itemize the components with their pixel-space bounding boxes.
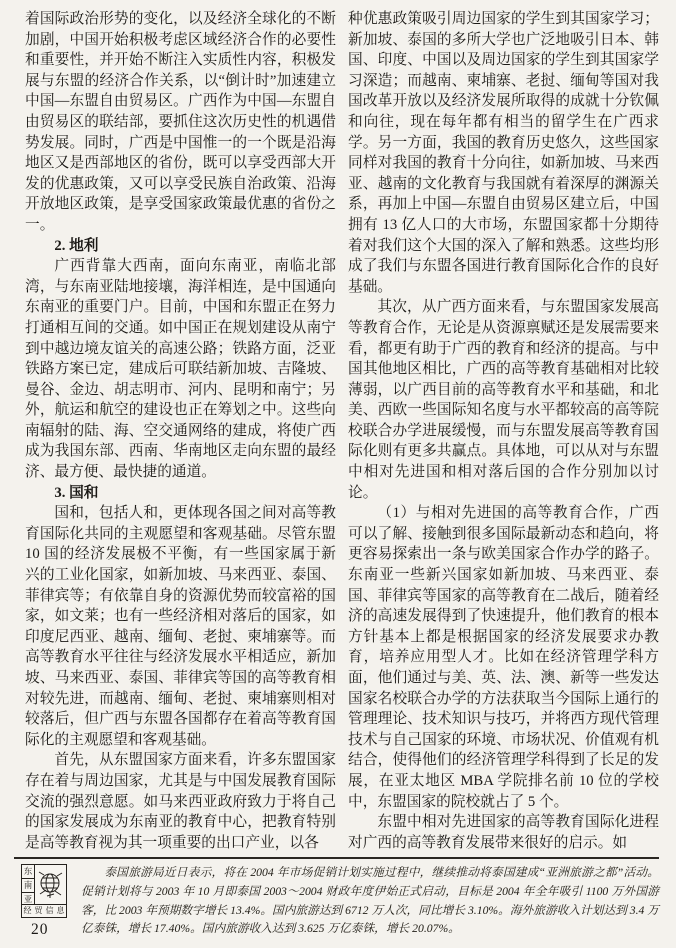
- stamp-char: 经: [23, 906, 32, 915]
- stamp-char: 信: [45, 906, 54, 915]
- page-footer: [14, 857, 659, 939]
- stamp-char: 南: [22, 879, 34, 893]
- paragraph: 东盟中相对先进国家的高等教育国际化进程对广西的高等教育发展带来很好的启示。如: [348, 814, 659, 851]
- stamp-bottom-title: [22, 904, 66, 917]
- left-column: [25, 9, 336, 852]
- right-column: [348, 9, 659, 852]
- paragraph: 广西背靠大西南，面向东南亚，南临北部湾，与东南亚陆地接壤，海洋相连，是中国通向东南亚的重要门户。目前，中国和东盟正在努力打通相互间的交通。如中国正在规划建设从南宁到中越边境友谊关的高速公路；铁路方面，泛亚铁路方案已定，建成后可联结新加坡、吉隆坡、曼谷、金边、胡志明市、河内、昆明和南宁；另外，航运和航空的建设也正在筹划之中。这些向南辐射的陆、海、空交通网络的建成，将使广西成为我国东部、西南、华南地区走向东盟的最经济、最方便、最快捷的通道。: [25, 258, 336, 481]
- stamp-vertical-title: [22, 865, 35, 904]
- section-heading-guohe: 3. 国和: [54, 484, 99, 501]
- paragraph-continuation: 种优惠政策吸引周边国家的学生到其国家学习；新加坡、泰国的多所大学也广泛地吸引日本、韩国、印度、中国以及周边国家的学生到其国家学习深造；而越南、柬埔寨、老挝、缅甸等国对我国改革开放以及经济发展所取得的成就十分钦佩和向往，现在每年都有相当的留学生在广西求学。另一方面，我国的教育历史悠久，这些国家同样对我国的教育十分向往，如新加坡、马来西亚、越南的文化教育与我国就有着深厚的渊源关系，再加上中国—东盟自由贸易区建立后，中国拥有 13 亿人口的大市场，东盟国家都十分期待着对我们这个大国的深入了解和熟悉。这些均形成了我们与东盟各国进行教育国际化合作的良好基础。: [348, 11, 659, 295]
- stamp-char: 亚: [23, 894, 33, 904]
- footnote-divider: [14, 857, 659, 859]
- page-number: 20: [31, 921, 49, 938]
- footnote-text: 泰国旅游局近日表示，将在 2004 年市场促销计划实施过程中，继续推动将泰国建成“亚洲旅游之都”活动。促销计划将与 2003 年 10 月即泰国 2003～2004 财政年度伊始正式启动，目标是 2004 年全年吸引 1100 万外国游客，比 2003 年预期数字增长 13.4%。国内旅游达到 6712 万人次，同比增长 3.10%。海外旅游收入计划达到 3.4 万亿泰铢，增长 17.40%。国内旅游收入达到 3.625 万亿泰铢，增长 20.07%。: [81, 866, 659, 936]
- journal-stamp: [21, 864, 67, 918]
- text-columns: [25, 9, 659, 852]
- section-heading-dili: 2. 地利: [54, 237, 99, 254]
- globe-icon: [35, 865, 66, 904]
- paragraph: 国和，包括人和，更体现各国之间对高等教育国际化共同的主观愿望和客观基础。尽管东盟 10 国的经济发展极不平衡，有一些国家属于新兴的工业化国家，如新加坡、马来西亚、泰国、菲律宾等；有依靠自身的资源优势而较富裕的国家，如文莱；也有一些经济相对落后的国家，如印度尼西亚、越南、缅甸、老挝、柬埔寨等。而高等教育水平往往与经济发展水平相适应，新加坡、马来西亚、泰国、菲律宾等国的高等教育相对较先进，而越南、缅甸、老挝、柬埔寨则相对较落后，但广西与东盟各国都存在着高等教育国际化的主观愿望和客观基础。: [25, 505, 336, 748]
- stamp-char: 东: [22, 865, 34, 879]
- paragraph: 首先，从东盟国家方面来看，许多东盟国家存在着与周边国家，尤其是与中国发展教育国际交流的强烈意愿。如马来西亚政府致力于将自己的国家发展成为东南亚的教育中心，把教育特别是高等教育视为其一项重要的出口产业，以各: [25, 752, 336, 851]
- paragraph: （1）与相对先进国的高等教育合作，广西可以了解、接触到很多国际最新动态和趋向，将更容易探索出一条与欧美国家合作办学的路子。东南亚一些新兴国家如新加坡、马来西亚、泰国、菲律宾等国家的高等教育在二战后，随着经济的高速发展得到了快速提升，他们教育的根本方针基本上都是根据国家的经济发展要求办教育，培养应用型人才。比如在经济管理学科方面，他们通过与美、英、法、澳、新等一些发达国家名校联合办学的方法获取当今国际上通行的管理理论、技术知识与技巧，并将西方现代管理技术与自己国家的环境、市场状况、价值观有机结合，使得他们的经济管理学科得到了长足的发展，在亚太地区 MBA 学院排名前 10 位的学校中，东盟国家的院校就占了 5 个。: [348, 505, 659, 810]
- stamp-char: 贸: [34, 906, 43, 915]
- paragraph: 其次，从广西方面来看，与东盟国家发展高等教育合作，无论是从资源禀赋还是发展需要来看，都更有助于广西的教育和经济的提高。与中国其他地区相比，广西的高等教育基础相对比较薄弱，以广西目前的高等教育水平和基础，和北美、西欧一些国际知名度与水平都较高的高等院校联合办学进展缓慢，而与东盟发展高等教育国际化则有更多共赢点。具体地，可以从对与东盟中相对先进国和相对落后国的合作分别加以讨论。: [348, 299, 659, 501]
- stamp-char: 息: [56, 906, 65, 915]
- paragraph-continuation: 着国际政治形势的变化，以及经济全球化的不断加剧，中国开始积极考虑区域经济合作的必要性和重要性，并开始不断注入实质性内容，积极发展与东盟的经济合作关系，以“倒计时”加速建立中国—东盟自由贸易区。广西作为中国—东盟自由贸易区的联结部，要抓住这次历史性的机遇借势发展。同时，广西是中国惟一的一个既是沿海地区又是西部地区的省份，既可以享受西部大开发的优惠政策，又可以享受民族自治政策、沿海开放地区政策，是享受国家政策最优惠的省份之一。: [25, 11, 336, 233]
